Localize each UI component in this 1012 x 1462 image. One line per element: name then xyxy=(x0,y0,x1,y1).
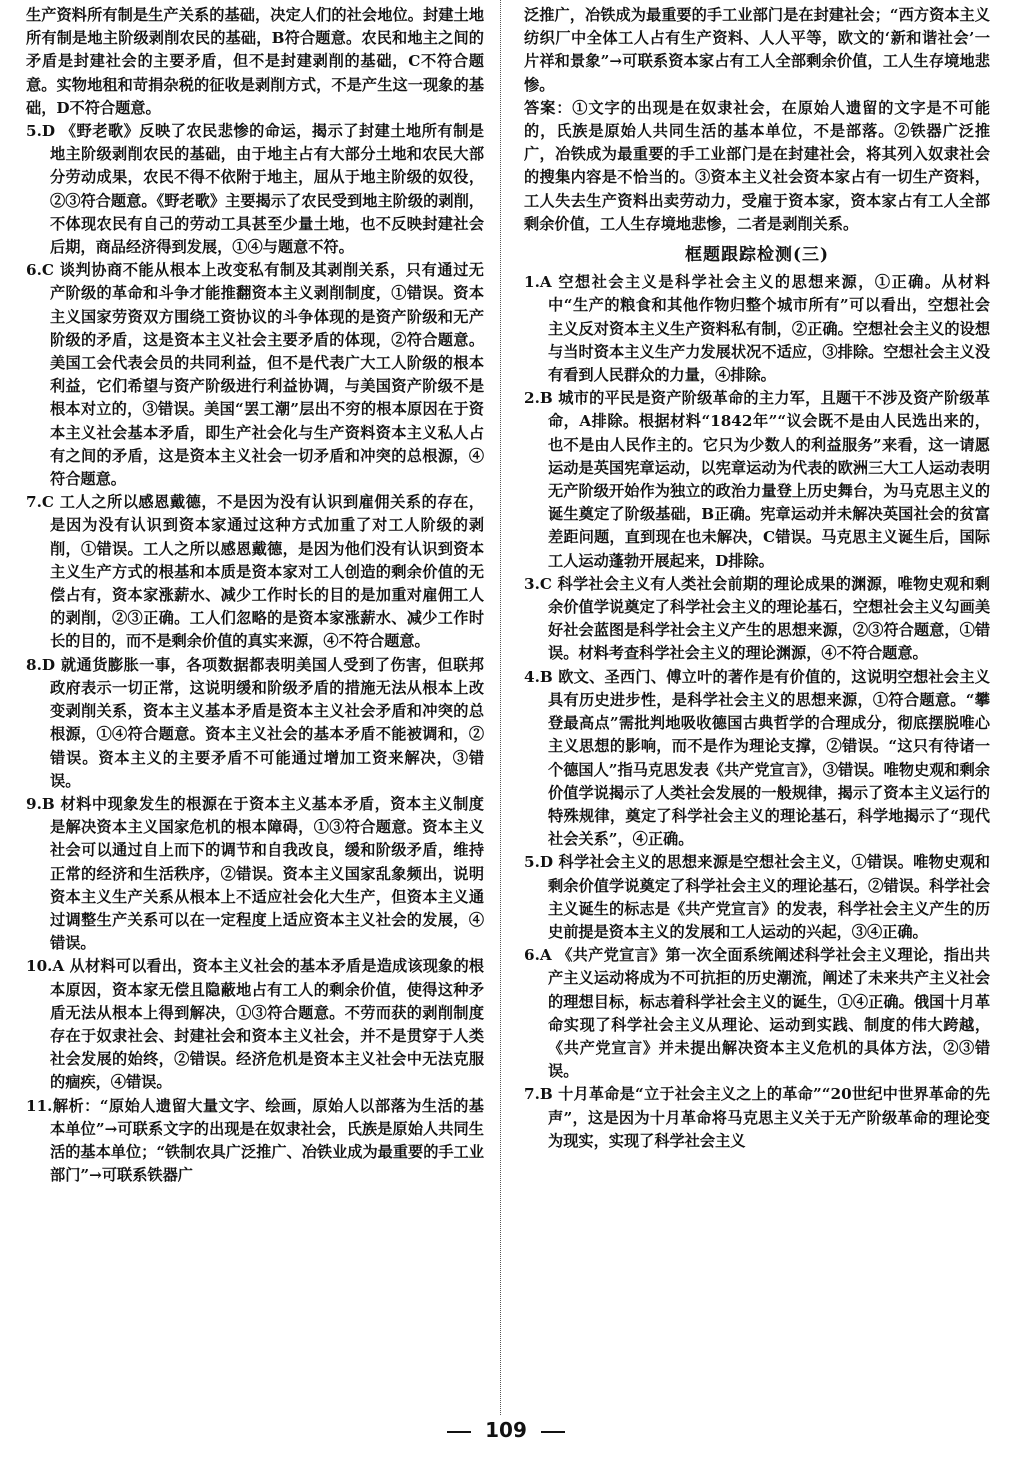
right-column xyxy=(524,4,990,1153)
answer-item-10: 10.A 从材料可以看出，资本主义社会的基本矛盾是造成该现象的根本原因，资本家无偿且隐蔽地占有工人的剩余价值，使得这种矛盾无法从根本上得到解决，①③符合题意。不劳而获的剥削制度存在于奴隶社会、封建社会和资本主义社会，并不是贯穿于人类社会发展的始终，②错误。经济危机是资本主义社会中无法克服的痼疾，④错误。 xyxy=(26,957,484,1092)
section3-item-1: 1.A 空想社会主义是科学社会主义的思想来源，①正确。从材料中“生产的粮食和其他作物归整个城市所有”可以看出，空想社会主义反对资本主义生产资料私有制，②正确。空想社会主义的设想与当时资本主义生产力发展状况不适应，③排除。空想社会主义没有看到人民群众的力量，④排除。 xyxy=(524,273,990,385)
section3-item-3: 3.C 科学社会主义有人类社会前期的理论成果的渊源，唯物史观和剩余价值学说奠定了科学社会主义的理论基石，空想社会主义勾画美好社会蓝图是科学社会主义产生的思想来源，②③符合题意，①错误。材料考查科学社会主义的理论渊源，④不符合题意。 xyxy=(524,574,990,663)
section3-item-4: 4.B 欧文、圣西门、傅立叶的著作是有价值的，这说明空想社会主义具有历史进步性，是科学社会主义的思想来源，①符合题意。“攀登最高点”需批判地吸收德国古典哲学的合理成分，彻底摆脱唯心主义思想的影响，而不是作为理论支撑，②错误。“这只有待诸一个德国人”指马克思发表《共产党宣言》，③错误。唯物史观和剩余价值学说揭示了人类社会发展的一般规律，揭示了资本主义运行的特殊规律，奠定了科学社会主义的理论基石，科学地揭示了“现代社会关系”，④正确。 xyxy=(524,667,990,849)
answer-item-8: 8.D 就通货膨胀一事，各项数据都表明美国人受到了伤害，但联邦政府表示一切正常，这说明缓和阶级矛盾的措施无法从根本上改变剥削关系，资本主义基本矛盾是资本主义社会矛盾和冲突的总根源，①④符合题意。资本主义社会的基本矛盾不能被调和，②错误。资本主义的主要矛盾不可能通过增加工资来解决，③错误。 xyxy=(26,655,484,790)
section3-item-7: 7.B 十月革命是“立于社会主义之上的革命”“20世纪中世界革命的先声”，这是因为十月革命将马克思主义关于无产阶级革命的理论变为现实，实现了科学社会主义 xyxy=(524,1085,990,1150)
answer-item-11: 11.解析：“原始人遗留大量文字、绘画，原始人以部落为生活的基本单位”→可联系文字的出现是在奴隶社会，氏族是原始人共同生活的基本单位；“铁制农具广泛推广、冶铁业成为最重要的手工业部门”→可联系铁器广 xyxy=(26,1096,484,1185)
answer-item-5: 5.D 《野老歌》反映了农民悲惨的命运，揭示了封建土地所有制是地主阶级剥削农民的基础，由于地主占有大部分土地和农民大部分劳动成果，农民不得不依附于地主，屈从于地主阶级的奴役，②③符合题意。《野老歌》主要揭示了农民受到地主阶级的剥削，不体现农民有自己的劳动工具甚至少量土地，也不反映封建社会后期，商品经济得到发展，①④与题意不符。 xyxy=(26,122,484,257)
answer-item-7: 7.C 工人之所以感恩戴德，不是因为没有认识到雇佣关系的存在，是因为没有认识到资本家通过这种方式加重了对工人阶级的剥削，①错误。工人之所以感恩戴德，是因为他们没有认识到资本主义生产方式的根基和本质是资本家对工人创造的剩余价值的无偿占有，资本家涨薪水、减少工作时长的目的是加重对雇佣工人的剥削，②③正确。工人们忽略的是资本家涨薪水、减少工作时长的目的，而不是剩余价值的真实来源，④不符合题意。 xyxy=(26,493,484,651)
page-number-dash-left xyxy=(447,1431,471,1433)
answer-item-6: 6.C 谈判协商不能从根本上改变私有制及其剥削关系，只有通过无产阶级的革命和斗争才能推翻资本主义剥削制度，①错误。资本主义国家劳资双方围绕工资协议的斗争体现的是资产阶级和无产阶级的矛盾，这是资本主义社会主要矛盾的体现，②符合题意。美国工会代表会员的共同利益，但不是代表广大工人阶级的根本利益，它们希望与资产阶级进行利益协调，与美国资产阶级不是根本对立的，③错误。美国“罢工潮”层出不穷的根本原因在于资本主义社会基本矛盾，即生产社会化与生产资料资本主义私人占有之间的矛盾，这是资本主义社会一切矛盾和冲突的总根源，④符合题意。 xyxy=(26,261,484,489)
section-heading: 框题跟踪检测(三) xyxy=(684,245,830,266)
section3-item-2: 2.B 城市的平民是资产阶级革命的主力军，且题干不涉及资产阶级革命，A排除。根据材料“1842年”“议会既不是由人民选出来的，也不是由人民作主的。它只为少数人的利益服务”来看，这一请愿运动是英国宪章运动，以宪章运动为代表的欧洲三大工人运动表明无产阶级开始作为独立的政治力量登上历史舞台，为马克思主义的诞生奠定了阶级基础，B正确。宪章运动并未解决英国社会的贫富差距问题，直到现在也未解决，C错误。马克思主义诞生后，国际工人运动蓬勃开展起来，D排除。 xyxy=(524,389,990,570)
section3-item-6: 6.A 《共产党宣言》第一次全面系统阐述科学社会主义理论，指出共产主义运动将成为不可抗拒的历史潮流，阐述了未来共产主义社会的理想目标，标志着科学社会主义的诞生，①④正确。俄国十月革命实现了科学社会主义从理论、运动到实践、制度的伟大跨越，《共产党宣言》并未提出解决资本主义危机的具体方法，②③错误。 xyxy=(524,946,990,1081)
left-column xyxy=(26,4,484,1187)
answer-item-9: 9.B 材料中现象发生的根源在于资本主义基本矛盾，资本主义制度是解决资本主义国家危机的根本障碍，①③符合题意。资本主义社会可以通过自上而下的调节和自我改良，缓和阶级矛盾，维持正常的经济和生活秩序，②错误。资本主义国家乱象频出，说明资本主义生产关系从根本上不适应社会化大生产，但资本主义通过调整生产关系可以在一定程度上适应资本主义社会的发展，④错误。 xyxy=(26,794,484,953)
answer-item-11-answer: 答案：①文字的出现是在奴隶社会，在原始人遗留的文字是不可能的，氏族是原始人共同生活的基本单位，不是部落。②铁器广泛推广，冶铁成为最重要的手工业部门是在封建社会，将其列入奴隶社会的搜集内容是不恰当的。③资本主义社会资本家占有一切生产资料，工人失去生产资料出卖劳动力，受雇于资本家，资本家占有工人全部剩余价值，工人生存境地悲惨，二者是剥削关系。 xyxy=(524,98,990,233)
section3-item-5: 5.D 科学社会主义的思想来源是空想社会主义，①错误。唯物史观和剩余价值学说奠定了科学社会主义的理论基石，②错误。科学社会主义诞生的标志是《共产党宣言》的发表，科学社会主义产生的历史前提是资本主义的发展和工人运动的兴起，③④正确。 xyxy=(524,853,990,941)
column-divider xyxy=(500,0,501,1415)
page-number-value: 109 xyxy=(485,1418,527,1442)
answer-item-11-continued: 泛推广，冶铁成为最重要的手工业部门是在封建社会；“西方资本主义纺织厂中全体工人占有生产资料、人人平等，欧文的‘新和谐社会’一片祥和景象”→可联系资本家占有工人全部剩余价值，工人生存境地悲惨。 xyxy=(524,6,990,94)
page-number-dash-right xyxy=(541,1431,565,1433)
answer-paragraph-continued: 生产资料所有制是生产关系的基础，决定人们的社会地位。封建土地所有制是地主阶级剥削农民的基础，B符合题意。农民和地主之间的矛盾是封建社会的主要矛盾，但不是封建剥削的基础，C不符合题意。实物地租和苛捐杂税的征收是剥削方式，不是产生这一现象的基础，D不符合题意。 xyxy=(26,6,484,117)
page-number xyxy=(0,1418,1012,1442)
